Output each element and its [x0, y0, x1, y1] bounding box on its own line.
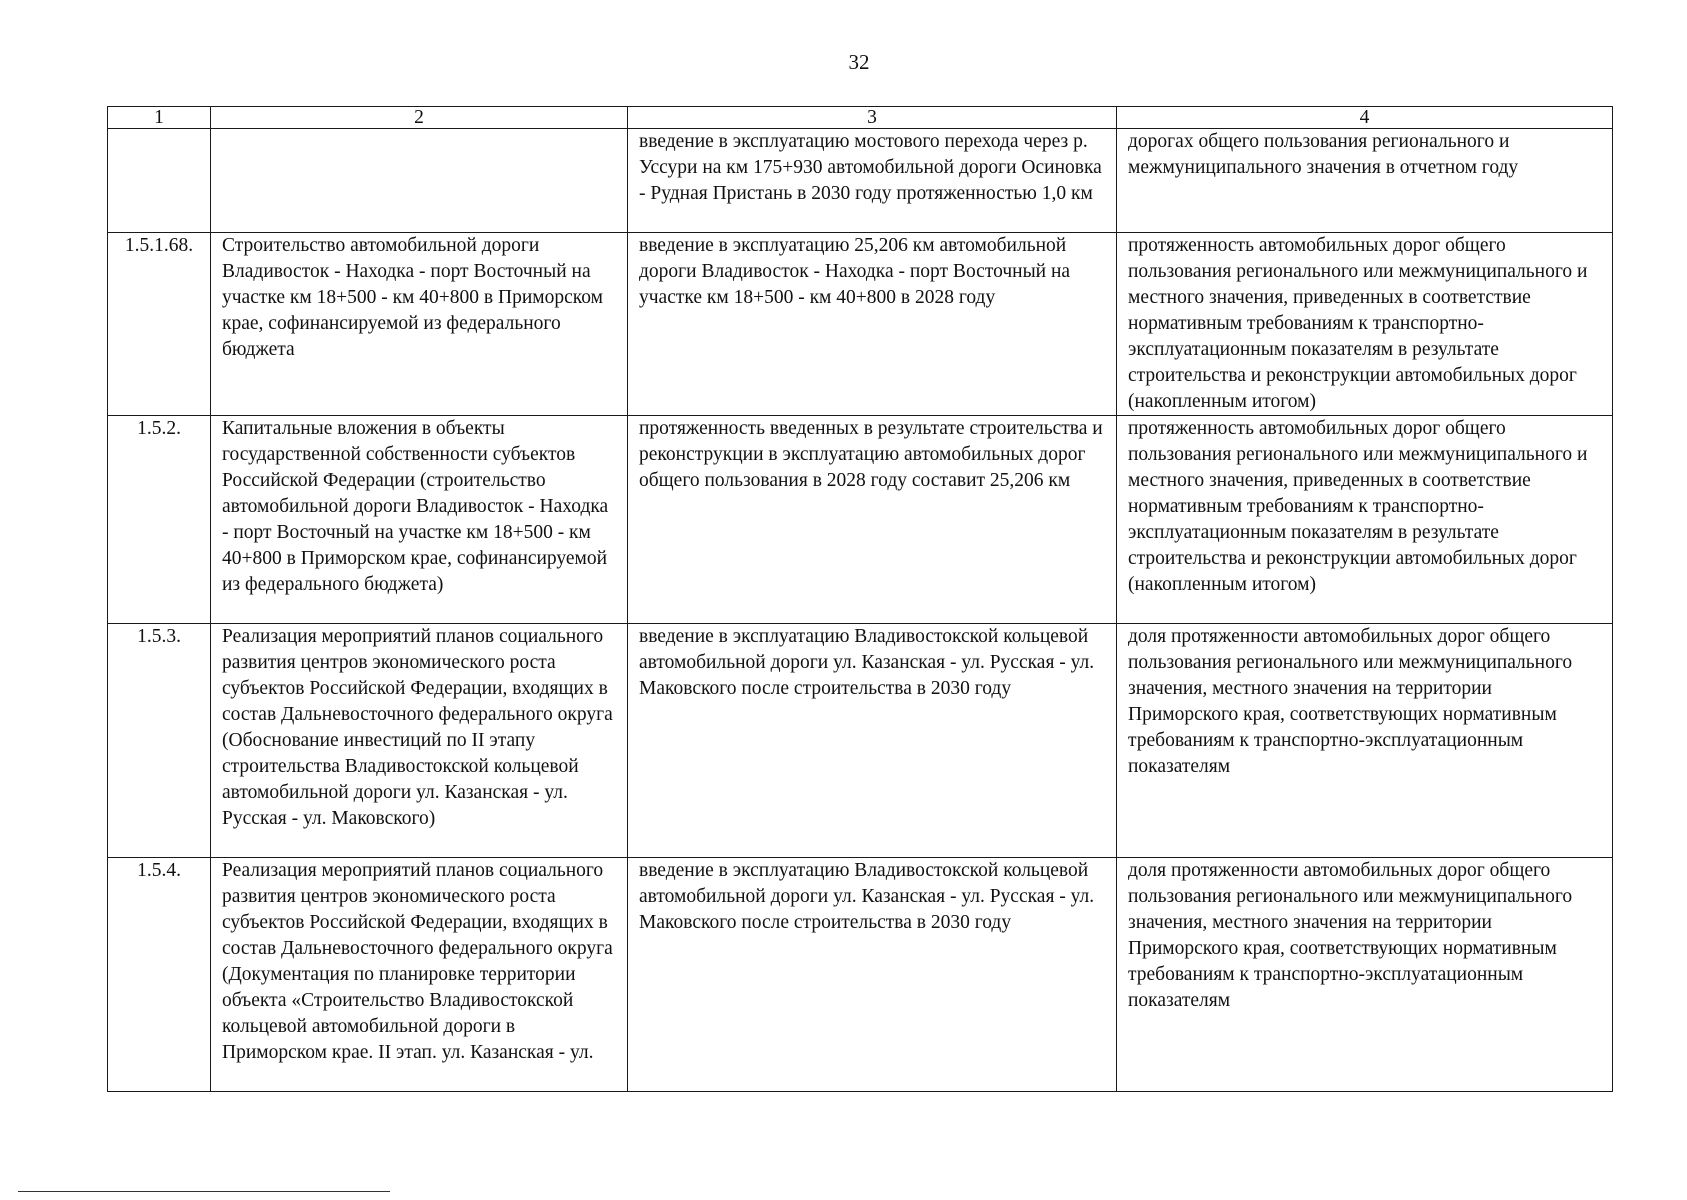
expected-result: протяженность введенных в результате строительства и реконструкции в эксплуатацию автомобильных дорог общего пользования в 2028 году составит 25,206 км — [628, 416, 1117, 624]
column-header-2: 2 — [211, 107, 628, 129]
target-indicator: протяженность автомобильных дорог общего пользования регионального или межмуниципального и местного значения, приведенных в соответствие нормативным требованиям к транспортно-эксплуатационным показателям в результате строительства и реконструкции автомобильных дорог (накопленным итогом) — [1117, 416, 1613, 624]
expected-result: введение в эксплуатацию Владивостокской кольцевой автомобильной дороги ул. Казанская - ул. Русская - ул. Маковского после строительства в 2030 году — [628, 858, 1117, 1092]
row-number: 1.5.2. — [108, 416, 211, 624]
measures-table — [107, 106, 1613, 1092]
table-row — [108, 416, 1613, 624]
measure-name — [211, 129, 628, 233]
table-header-row — [108, 107, 1613, 129]
row-number: 1.5.1.68. — [108, 233, 211, 416]
target-indicator: протяженность автомобильных дорог общего пользования регионального или межмуниципального и местного значения, приведенных в соответствие нормативным требованиям к транспортно-эксплуатационным показателям в результате строительства и реконструкции автомобильных дорог (накопленным итогом) — [1117, 233, 1613, 416]
measure-name: Строительство автомобильной дороги Владивосток - Находка - порт Восточный на участке км 18+500 - км 40+800 в Приморском крае, софинансируемой из федерального бюджета — [211, 233, 628, 416]
row-number: 1.5.3. — [108, 624, 211, 858]
column-header-3: 3 — [628, 107, 1117, 129]
table-row — [108, 233, 1613, 416]
measure-name: Капитальные вложения в объекты государственной собственности субъектов Российской Федерации (строительство автомобильной дороги Владивосток - Находка - порт Восточный на участке км 18+500 - км 40+800 в Приморском крае, софинансируемой из федерального бюджета) — [211, 416, 628, 624]
table-row — [108, 858, 1613, 1092]
expected-result: введение в эксплуатацию Владивостокской кольцевой автомобильной дороги ул. Казанская - ул. Русская - ул. Маковского после строительства в 2030 году — [628, 624, 1117, 858]
expected-result: введение в эксплуатацию 25,206 км автомобильной дороги Владивосток - Находка - порт Восточный на участке км 18+500 - км 40+800 в 2028 году — [628, 233, 1117, 416]
target-indicator: доля протяженности автомобильных дорог общего пользования регионального или межмуниципального значения, местного значения на территории Приморского края, соответствующих нормативным требованиям к транспортно-эксплуатационным показателям — [1117, 858, 1613, 1092]
page-number: 32 — [848, 50, 870, 74]
measure-name: Реализация мероприятий планов социального развития центров экономического роста субъектов Российской Федерации, входящих в состав Дальневосточного федерального округа (Обоснование инвестиций по II этапу строительства Владивостокской кольцевой автомобильной дороги ул. Казанская - ул. Русская - ул. Маковского) — [211, 624, 628, 858]
expected-result: введение в эксплуатацию мостового перехода через р. Уссури на км 175+930 автомобильной дороги Осиновка - Рудная Пристань в 2030 году протяженностью 1,0 км — [628, 129, 1117, 233]
row-number: 1.5.4. — [108, 858, 211, 1092]
footnote-separator — [18, 1191, 390, 1192]
target-indicator: доля протяженности автомобильных дорог общего пользования регионального или межмуниципального значения, местного значения на территории Приморского края, соответствующих нормативным требованиям к транспортно-эксплуатационным показателям — [1117, 624, 1613, 858]
column-header-1: 1 — [108, 107, 211, 129]
column-header-4: 4 — [1117, 107, 1613, 129]
target-indicator: дорогах общего пользования регионального и межмуниципального значения в отчетном году — [1117, 129, 1613, 233]
table-row — [108, 624, 1613, 858]
measure-name: Реализация мероприятий планов социального развития центров экономического роста субъектов Российской Федерации, входящих в состав Дальневосточного федерального округа (Документация по планировке территории объекта «Строительство Владивостокской кольцевой автомобильной дороги в Приморском крае. II этап. ул. Казанская - ул. — [211, 858, 628, 1092]
row-number — [108, 129, 211, 233]
table-row — [108, 129, 1613, 233]
